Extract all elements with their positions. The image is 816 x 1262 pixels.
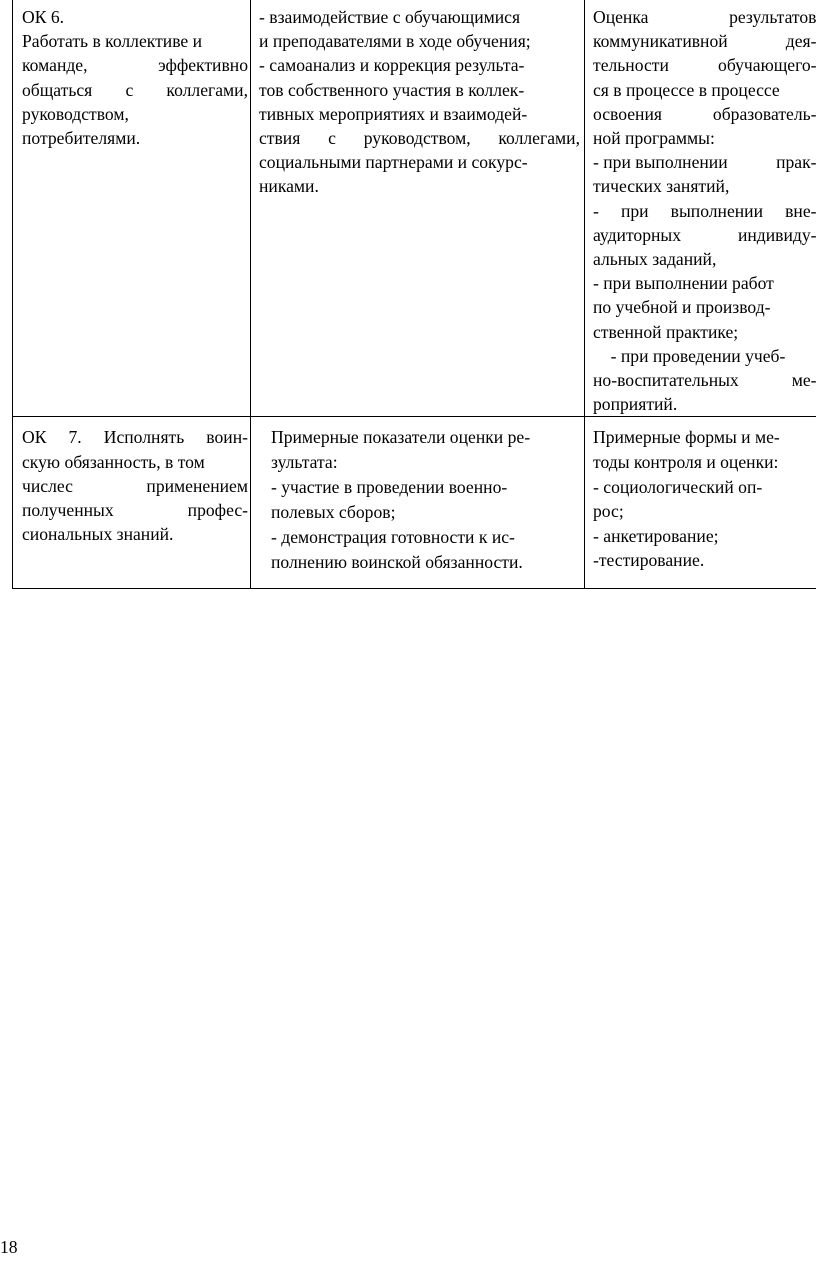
text-line: ственной практике; [593,321,739,342]
text-line: социальными партнерами и сокурс- [259,152,528,173]
methods-text [593,5,816,416]
text-word: с [125,79,134,100]
text-word: образователь- [712,103,816,124]
text-word: коммуникативной [593,31,728,52]
text-line [22,425,248,449]
text-line: руководством, [22,103,129,124]
text-word: эффективно [158,55,248,76]
text-line: - социологический оп- [593,476,763,497]
text-line: и преподавателями в ходе обучения; [259,31,531,52]
text-word: тельности [593,55,669,76]
text-word: коллегами, [498,128,580,149]
text-line: рос; [593,501,624,522]
text-word: применением [146,475,248,496]
text-line: по учебной и производ- [593,297,771,318]
results-cell [251,417,585,589]
text-line: зультата: [271,452,338,473]
text-line: Примерные показатели оценки ре- [271,427,531,448]
text-line: потребителями. [22,128,141,149]
text-line: тивных мероприятиях и взаимодей- [259,103,528,124]
text-line: Примерные формы и ме- [593,427,780,448]
text-word: индивиду- [737,224,816,245]
text-word: дея- [785,31,816,52]
text-line [593,223,816,247]
text-line: тов собственного участия в коллек- [259,79,525,100]
text-line [22,78,248,102]
text-line: никами. [259,176,319,197]
text-line [593,199,816,223]
text-line: ся в процессе в процессе [593,79,780,100]
competence-cell [13,417,251,589]
competence-text [22,5,248,150]
text-word: ме- [791,370,816,391]
text-word: при [620,200,649,221]
text-line: - анкетирование; [593,525,719,546]
text-word: полученных [22,500,114,521]
text-line: - демонстрация готовности к ис- [271,527,515,548]
text-word: руководством, [363,128,471,149]
text-word: числес [22,475,73,496]
text-line [593,150,816,174]
text-line: - при выполнении работ [593,273,774,294]
text-word: - при выполнении [593,152,728,173]
text-line: Работать в коллективе и [22,31,203,52]
competence-cell [13,0,251,417]
text-line: - участие в проведении военно- [271,477,508,498]
text-line: ОК 6. [22,7,65,27]
text-word: с [328,128,336,149]
text-line [593,5,816,29]
text-word: результатов [729,7,816,27]
text-line [259,126,580,150]
text-line: тических занятий, [593,176,730,197]
text-word: воин- [206,427,248,448]
text-word: 7. [68,427,82,448]
table-row [13,0,816,417]
text-line: - при проведении учеб- [593,345,786,366]
text-line [593,102,816,126]
text-line [22,474,248,498]
results-text [259,5,580,199]
text-line: - самоанализ и коррекция результа- [259,55,525,76]
text-word: аудиторных [593,224,682,245]
methods-text [593,425,816,573]
text-word: команде, [22,55,88,76]
text-line: - взаимодействие с обучающимися [259,7,521,27]
text-word: обучающего- [718,55,816,76]
text-word: прак- [776,152,816,173]
text-line [22,53,248,77]
text-word: ствия [259,128,301,149]
text-word: освоения [593,103,662,124]
text-word: коллегами, [166,79,248,100]
text-line: полевых сборов; [271,502,396,523]
text-line [593,53,816,77]
text-line: тоды контроля и оценки: [593,452,779,473]
text-line: роприятий. [593,394,678,415]
text-word: профес- [187,500,248,521]
assessment-table [12,0,816,589]
text-line [593,29,816,53]
text-line: сиональных знаний. [22,524,174,545]
text-line: скую обязанность, в том [22,451,205,472]
competence-text [22,425,248,546]
text-word: Оценка [593,7,649,27]
text-word: общаться [22,79,93,100]
methods-cell [585,417,816,589]
table-row [13,417,816,589]
text-word: вне- [785,200,816,221]
page-number: 18 [0,1237,18,1257]
text-line: полнению воинской обязанности. [271,552,523,573]
text-word: выполнении [670,200,764,221]
text-line: -тестирование. [593,550,705,571]
text-line [22,498,248,522]
text-word: Исполнять [103,427,185,448]
text-word: ОК [22,427,47,448]
results-cell [251,0,585,417]
text-line: ной программы: [593,128,715,149]
text-line: альных заданий, [593,249,717,270]
text-word: - [593,200,599,221]
text-word: но-воспитательных [593,370,739,391]
text-line [593,368,816,392]
results-text [271,425,580,575]
methods-cell [585,0,816,417]
